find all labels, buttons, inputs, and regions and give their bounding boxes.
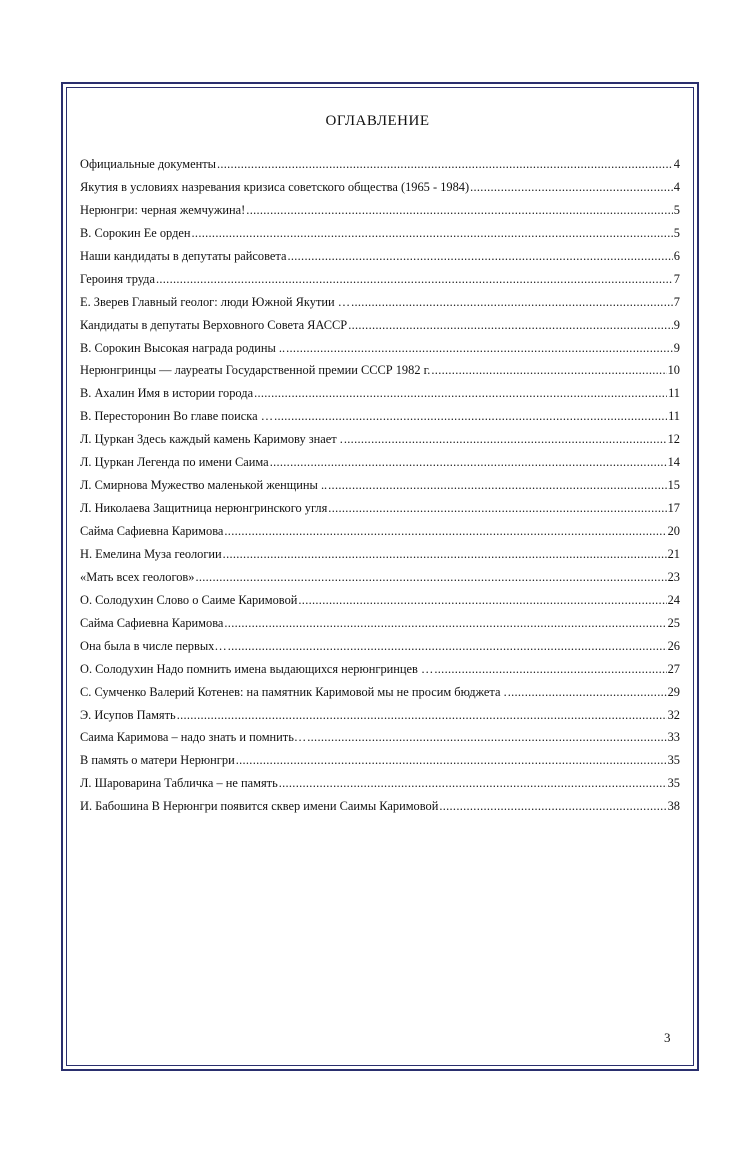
toc-entry-title: В. Сорокин Ее орден: [80, 225, 191, 240]
toc-dot-leader: [254, 382, 667, 405]
toc-entry-page: 24: [667, 592, 680, 607]
toc-entry: [80, 314, 680, 337]
toc-dot-leader: [286, 337, 673, 360]
toc-entry-title: Л. Смирнова Мужество маленькой женщины ..: [80, 478, 328, 493]
toc-entry-page: 9: [673, 340, 680, 355]
toc-entry-page: 32: [667, 707, 680, 722]
toc-dot-leader: [344, 428, 667, 451]
toc-dot-leader: [228, 635, 667, 658]
toc-dot-leader: [224, 612, 666, 635]
toc-entry-title: Героиня труда: [80, 271, 155, 286]
toc-dot-leader: [246, 199, 673, 222]
toc-entry-title: О. Солодухин Надо помнить имена выдающихся нерюнгринцев …: [80, 661, 434, 676]
toc-entry-page: 5: [673, 202, 680, 217]
toc-entry-page: 26: [667, 638, 680, 653]
toc-entry-page: 7: [673, 271, 680, 286]
toc-entry-page: 20: [667, 524, 680, 538]
toc-dot-leader: [351, 291, 673, 314]
toc-entry-title: Е. Зверев Главный геолог: люди Южной Якутии …: [80, 294, 351, 309]
toc-dot-leader: [328, 474, 666, 497]
toc-dot-leader: [307, 726, 666, 749]
toc-entry-page: 11: [668, 386, 680, 401]
toc-entry-page: 21: [667, 546, 680, 561]
toc-dot-leader: [236, 749, 667, 772]
toc-entry-page: 35: [667, 753, 680, 768]
toc-entry: [80, 474, 680, 497]
toc-entry-title: Якутия в условиях назревания кризиса советского общества (1965 - 1984): [80, 179, 470, 194]
toc-entry-page: 23: [667, 569, 680, 584]
toc-dot-leader: [431, 359, 666, 382]
toc-entry-title: В память о матери Нерюнгри: [80, 753, 235, 768]
toc-dot-leader: [279, 772, 667, 795]
toc-dot-leader: [348, 314, 673, 337]
toc-entry: [80, 543, 680, 566]
toc-entry: [80, 658, 680, 681]
toc-entry: [80, 681, 680, 704]
toc-entry-page: 33: [667, 730, 680, 745]
toc-entry-title: И. Бабошина В Нерюнгри появится сквер имени Саимы Каримовой: [80, 799, 439, 814]
toc-dot-leader: [195, 566, 666, 589]
toc-entry: [80, 726, 680, 749]
toc-entry-page: 11: [668, 409, 680, 424]
page-number: 3: [664, 1030, 671, 1045]
toc-entry-page: 12: [667, 432, 680, 447]
toc-entry: [80, 291, 680, 314]
toc-entry-title: Сайма Сафиевна Каримова: [80, 615, 224, 630]
toc-entry: [80, 359, 680, 382]
toc-entry-page: 7: [673, 294, 680, 309]
toc-entry: [80, 268, 680, 291]
toc-entry-title: Л. Цуркан Легенда по имени Саима: [80, 455, 269, 470]
toc-dot-leader: [434, 658, 666, 681]
toc-entry: [80, 635, 680, 658]
toc-dot-leader: [508, 681, 667, 704]
toc-entry: [80, 245, 680, 268]
toc-dot-leader: [177, 704, 667, 727]
toc-entry: [80, 612, 680, 635]
toc-entry-title: Л. Цуркан Здесь каждый камень Каримову знает .: [80, 432, 343, 447]
toc-title: ОГЛАВЛЕНИЕ: [325, 113, 430, 129]
toc-entry-title: Сайма Сафиевна Каримова: [80, 524, 224, 538]
toc-entry-page: 17: [667, 501, 680, 516]
toc-entry-page: 9: [673, 317, 680, 332]
toc-dot-leader: [217, 153, 673, 176]
toc-entry-page: 4: [673, 157, 680, 171]
toc-entry-title: «Мать всех геологов»: [80, 569, 195, 584]
toc-entry-title: В. Ахалин Имя в истории города: [80, 386, 254, 401]
toc-entry-page: 4: [673, 179, 680, 194]
toc-entry-page: 15: [667, 478, 680, 493]
toc-entry: [80, 382, 680, 405]
toc-entry-page: 10: [667, 363, 680, 378]
toc-entry-title: В. Пересторонин Во главе поиска …: [80, 409, 274, 424]
toc-entry-page: 27: [667, 661, 680, 676]
toc-entry: [80, 428, 680, 451]
toc-entry: [80, 405, 680, 428]
toc-entry-page: 35: [667, 776, 680, 791]
toc-dot-leader: [156, 268, 673, 291]
toc-entry-title: Она была в числе первых…: [80, 638, 227, 653]
toc-entry-title: С. Сумченко Валерий Котенев: на памятник Каримовой мы не просим бюджета .: [80, 684, 507, 699]
toc-entry-page: 29: [667, 684, 680, 699]
toc-entry-title: Наши кандидаты в депутаты райсовета: [80, 248, 287, 263]
toc-entry-title: В. Сорокин Высокая награда родины ..: [80, 340, 286, 355]
toc-entry-title: Кандидаты в депутаты Верховного Совета ЯАССР: [80, 317, 348, 332]
toc-entry: [80, 222, 680, 245]
toc-entry-title: Л. Шароварина Табличка – не память: [80, 776, 278, 791]
toc-entry: [80, 337, 680, 360]
toc-entry-title: Нерюнгри: черная жемчужина!: [80, 202, 246, 217]
table-of-contents: [80, 153, 680, 818]
toc-entry: [80, 704, 680, 727]
toc-entry-title: Саима Каримова – надо знать и помнить…: [80, 730, 307, 745]
toc-entry-title: Нерюнгринцы — лауреаты Государственной премии СССР 1982 г.: [80, 363, 431, 378]
toc-entry-title: Н. Емелина Муза геологии: [80, 546, 222, 561]
toc-entry-title: О. Солодухин Слово о Саиме Каримовой: [80, 592, 298, 607]
toc-entry: [80, 749, 680, 772]
toc-entry: [80, 520, 680, 543]
toc-entry: [80, 566, 680, 589]
toc-entry-page: 14: [667, 455, 680, 470]
toc-dot-leader: [439, 795, 666, 818]
toc-dot-leader: [192, 222, 673, 245]
toc-dot-leader: [223, 543, 667, 566]
toc-entry: [80, 176, 680, 199]
toc-entry: [80, 795, 680, 818]
toc-dot-leader: [270, 451, 667, 474]
toc-dot-leader: [224, 520, 666, 543]
toc-entry-title: Официальные документы: [80, 157, 216, 171]
toc-entry: [80, 772, 680, 795]
toc-entry-title: Л. Николаева Защитница нерюнгринского угля: [80, 501, 328, 516]
toc-entry-title: Э. Исупов Память: [80, 707, 176, 722]
toc-dot-leader: [470, 176, 673, 199]
toc-dot-leader: [287, 245, 672, 268]
toc-entry: [80, 451, 680, 474]
toc-dot-leader: [298, 589, 666, 612]
toc-entry: [80, 589, 680, 612]
toc-entry: [80, 153, 680, 176]
toc-dot-leader: [274, 405, 667, 428]
toc-dot-leader: [328, 497, 666, 520]
toc-entry-page: 38: [667, 799, 680, 814]
toc-entry: [80, 199, 680, 222]
toc-entry-page: 25: [667, 615, 680, 630]
toc-entry-page: 5: [673, 225, 680, 240]
toc-entry: [80, 497, 680, 520]
toc-entry-page: 6: [673, 248, 680, 263]
